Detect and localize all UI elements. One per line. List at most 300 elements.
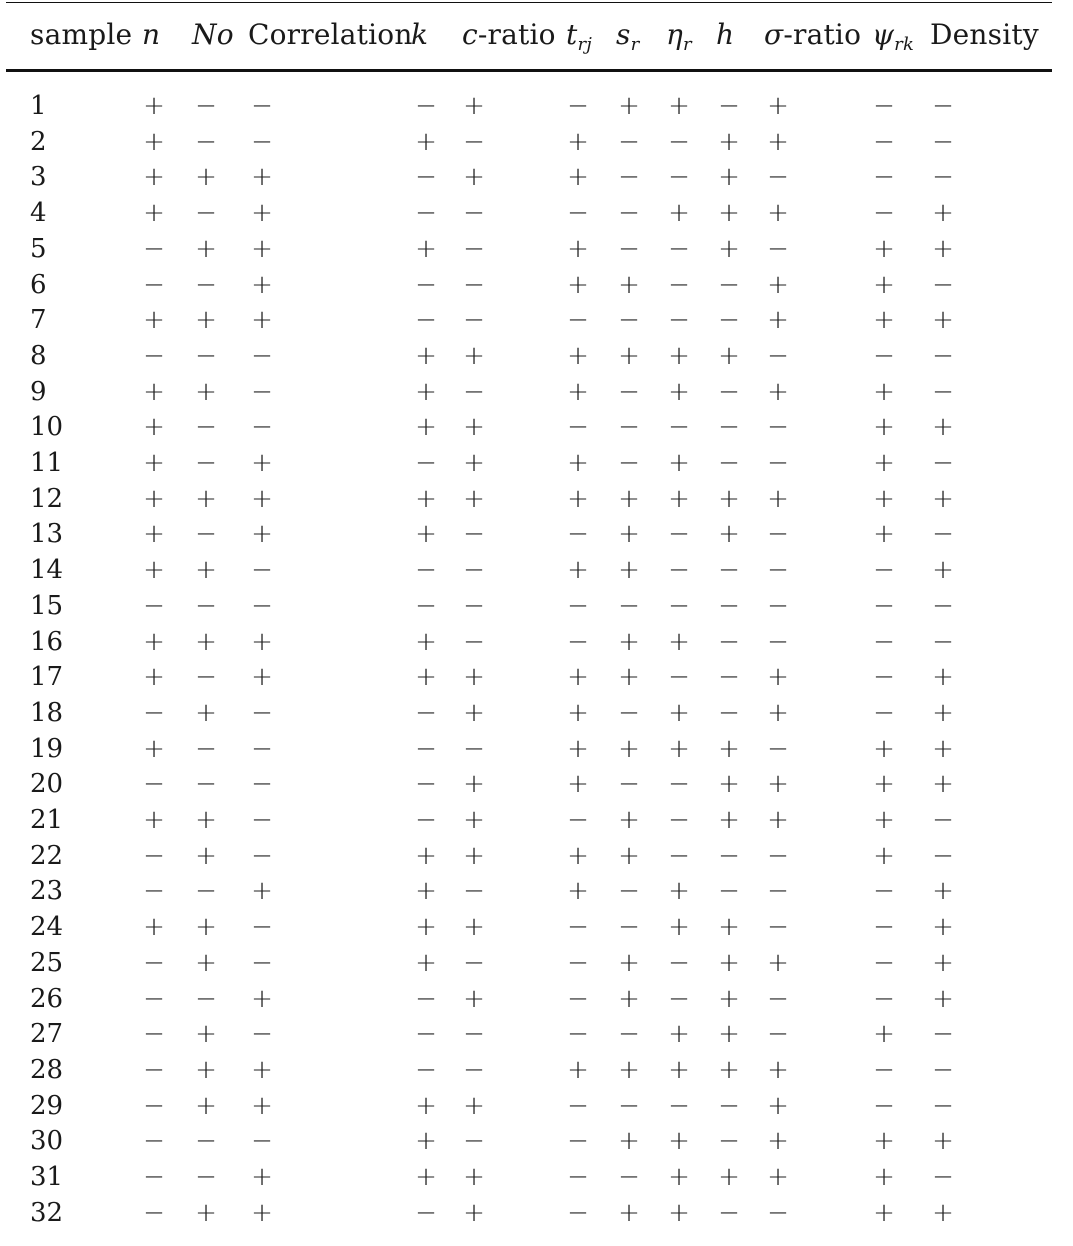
sign-cell: +: [668, 733, 690, 764]
sign-cell: +: [143, 198, 165, 229]
sign-cell: +: [567, 233, 589, 264]
column-header-subscript: rk: [894, 34, 915, 55]
sample-number-cell: 21: [30, 805, 64, 835]
sample-number-cell: 23: [30, 876, 64, 907]
sign-cell: +: [195, 840, 217, 871]
sign-cell: +: [767, 198, 789, 229]
sign-cell: +: [718, 733, 740, 764]
sign-cell: +: [195, 1197, 217, 1228]
sign-cell: −: [873, 198, 895, 229]
sign-cell: −: [415, 162, 437, 193]
sign-cell: −: [668, 840, 690, 871]
sign-cell: −: [567, 305, 589, 336]
sign-cell: +: [873, 519, 895, 550]
sign-cell: +: [415, 876, 437, 907]
sample-number-cell: 9: [30, 376, 47, 407]
sign-cell: −: [463, 269, 485, 300]
sign-cell: −: [463, 1054, 485, 1085]
sign-cell: −: [463, 1019, 485, 1050]
sign-cell: +: [251, 305, 273, 336]
sign-cell: −: [415, 733, 437, 764]
table-row: [0, 945, 1073, 981]
column-header-sample: [30, 18, 132, 52]
table-row: [0, 195, 1073, 231]
table-row: [0, 1195, 1073, 1231]
sign-cell: +: [618, 91, 640, 121]
sign-cell: −: [463, 233, 485, 264]
sign-cell: −: [463, 555, 485, 586]
sign-cell: +: [415, 912, 437, 943]
sample-number-cell: 25: [30, 947, 64, 978]
table-row: [0, 1123, 1073, 1159]
sign-cell: +: [415, 1090, 437, 1121]
sign-cell: +: [668, 912, 690, 943]
sign-cell: −: [195, 983, 217, 1014]
sign-cell: +: [618, 947, 640, 978]
sign-cell: −: [567, 1019, 589, 1050]
column-header-s-r: [616, 18, 639, 62]
sign-cell: +: [463, 1162, 485, 1192]
sign-cell: +: [668, 91, 690, 121]
sign-cell: +: [668, 1019, 690, 1050]
sign-cell: +: [668, 697, 690, 728]
table-row: [0, 659, 1073, 695]
column-header-symbol: s: [616, 18, 631, 51]
sign-cell: +: [567, 733, 589, 764]
sign-cell: +: [873, 1019, 895, 1050]
sign-cell: −: [767, 626, 789, 657]
sign-cell: −: [718, 876, 740, 907]
sign-cell: −: [767, 912, 789, 943]
sign-cell: −: [415, 269, 437, 300]
sample-number-cell: 6: [30, 269, 47, 300]
sign-cell: +: [143, 662, 165, 693]
sign-cell: +: [251, 1054, 273, 1085]
sample-number-cell: 8: [30, 340, 47, 371]
sample-number-cell: 1: [30, 91, 47, 121]
column-header-k: [411, 18, 428, 52]
sample-number-cell: 22: [30, 840, 64, 871]
sign-cell: −: [463, 198, 485, 229]
sign-cell: +: [143, 912, 165, 943]
sign-cell: +: [668, 448, 690, 478]
sign-cell: −: [195, 662, 217, 693]
sign-cell: −: [873, 590, 895, 621]
sign-cell: +: [618, 483, 640, 514]
table-row: [0, 981, 1073, 1017]
sign-cell: +: [143, 91, 165, 121]
sign-cell: +: [873, 805, 895, 835]
sign-cell: +: [195, 1090, 217, 1121]
sign-cell: +: [415, 340, 437, 371]
sign-cell: +: [767, 1054, 789, 1085]
table-row: [0, 1159, 1073, 1195]
column-header-no: [192, 18, 234, 52]
sign-cell: +: [143, 162, 165, 193]
sign-cell: −: [873, 1054, 895, 1085]
sign-cell: +: [767, 91, 789, 121]
sign-cell: −: [668, 162, 690, 193]
sign-cell: −: [932, 126, 954, 157]
sign-cell: −: [195, 448, 217, 478]
sign-cell: +: [718, 340, 740, 371]
sign-cell: +: [767, 305, 789, 336]
sign-cell: +: [567, 126, 589, 157]
sign-cell: +: [767, 1126, 789, 1157]
sign-cell: −: [415, 198, 437, 229]
sign-cell: +: [195, 805, 217, 835]
sign-cell: +: [718, 769, 740, 800]
sign-cell: −: [932, 519, 954, 550]
sign-cell: −: [873, 947, 895, 978]
sign-cell: −: [195, 198, 217, 229]
sign-cell: +: [873, 1162, 895, 1192]
column-header-correlation: [248, 18, 413, 52]
column-header-psi-rk: [872, 18, 914, 62]
sign-cell: +: [251, 269, 273, 300]
sign-cell: +: [618, 733, 640, 764]
table-header-rule: [6, 69, 1052, 72]
sign-cell: +: [567, 769, 589, 800]
sign-cell: −: [415, 983, 437, 1014]
sign-cell: −: [618, 1019, 640, 1050]
sign-cell: +: [463, 91, 485, 121]
table-row: [0, 1052, 1073, 1088]
sign-cell: +: [143, 555, 165, 586]
sign-cell: +: [932, 233, 954, 264]
sign-cell: +: [567, 162, 589, 193]
sign-cell: +: [873, 483, 895, 514]
sign-cell: −: [251, 697, 273, 728]
sign-cell: −: [932, 805, 954, 835]
table-header: [0, 0, 1073, 69]
sign-cell: −: [767, 519, 789, 550]
column-header-symbol: No: [192, 18, 234, 51]
sign-cell: +: [668, 340, 690, 371]
sample-number-cell: 27: [30, 1019, 64, 1050]
sign-cell: +: [567, 483, 589, 514]
sign-cell: −: [932, 1162, 954, 1192]
sign-cell: −: [415, 1054, 437, 1085]
sign-cell: −: [143, 269, 165, 300]
table-row: [0, 338, 1073, 374]
sign-cell: +: [767, 126, 789, 157]
sign-cell: −: [932, 91, 954, 121]
sign-cell: +: [143, 448, 165, 478]
sign-cell: −: [873, 662, 895, 693]
sign-cell: +: [463, 1197, 485, 1228]
sign-cell: −: [618, 305, 640, 336]
sign-cell: +: [251, 448, 273, 478]
sign-cell: −: [932, 840, 954, 871]
column-header-subscript: r: [630, 34, 640, 55]
sign-cell: +: [718, 233, 740, 264]
sign-cell: −: [567, 983, 589, 1014]
sample-number-cell: 15: [30, 590, 64, 621]
sign-cell: −: [668, 1090, 690, 1121]
sign-cell: +: [415, 483, 437, 514]
table-row: [0, 802, 1073, 838]
sign-cell: −: [251, 769, 273, 800]
sign-cell: +: [463, 840, 485, 871]
sign-cell: +: [463, 805, 485, 835]
sign-cell: −: [251, 1126, 273, 1157]
column-header-symbol: c: [462, 18, 478, 51]
sign-cell: −: [873, 697, 895, 728]
sign-cell: −: [195, 1162, 217, 1192]
sign-cell: +: [932, 555, 954, 586]
sign-cell: +: [195, 376, 217, 407]
sign-cell: −: [718, 448, 740, 478]
sign-cell: +: [415, 840, 437, 871]
sign-cell: −: [618, 376, 640, 407]
sign-cell: −: [668, 662, 690, 693]
sign-cell: +: [143, 376, 165, 407]
sign-cell: −: [415, 448, 437, 478]
sign-cell: −: [618, 876, 640, 907]
sign-cell: −: [567, 198, 589, 229]
column-header-symbol: sample: [30, 18, 133, 51]
sign-cell: −: [668, 519, 690, 550]
sign-cell: −: [767, 590, 789, 621]
sign-cell: −: [767, 983, 789, 1014]
sign-cell: +: [873, 233, 895, 264]
sign-cell: +: [718, 983, 740, 1014]
table-row: [0, 267, 1073, 303]
column-header-subscript: rj: [577, 34, 593, 55]
sign-cell: −: [251, 126, 273, 157]
sign-cell: +: [618, 555, 640, 586]
sign-cell: +: [718, 198, 740, 229]
sign-cell: −: [251, 412, 273, 443]
sign-cell: −: [618, 1162, 640, 1192]
sign-cell: +: [415, 233, 437, 264]
sign-cell: −: [668, 233, 690, 264]
sign-cell: −: [718, 91, 740, 121]
sign-cell: +: [463, 340, 485, 371]
sample-number-cell: 2: [30, 126, 47, 157]
sign-cell: −: [767, 448, 789, 478]
sign-cell: −: [251, 340, 273, 371]
sign-cell: +: [932, 733, 954, 764]
sign-cell: −: [618, 912, 640, 943]
sign-cell: +: [668, 876, 690, 907]
sign-cell: +: [463, 769, 485, 800]
sign-cell: +: [463, 448, 485, 478]
sample-number-cell: 29: [30, 1090, 64, 1121]
sign-cell: +: [251, 983, 273, 1014]
sign-cell: −: [618, 412, 640, 443]
sign-cell: +: [195, 697, 217, 728]
sign-cell: −: [718, 412, 740, 443]
sign-cell: +: [143, 483, 165, 514]
sign-cell: −: [143, 697, 165, 728]
sign-cell: −: [463, 626, 485, 657]
sign-cell: +: [415, 412, 437, 443]
column-header-eta-r: [666, 18, 692, 62]
sample-number-cell: 13: [30, 519, 64, 550]
sign-cell: −: [718, 662, 740, 693]
sign-cell: +: [463, 483, 485, 514]
sign-cell: −: [143, 1126, 165, 1157]
sign-cell: −: [195, 126, 217, 157]
sign-cell: −: [668, 769, 690, 800]
sign-cell: +: [415, 1162, 437, 1192]
sign-cell: +: [143, 626, 165, 657]
sign-cell: +: [143, 805, 165, 835]
sign-cell: +: [251, 519, 273, 550]
sign-cell: −: [932, 1054, 954, 1085]
sign-cell: +: [251, 198, 273, 229]
sign-cell: −: [195, 519, 217, 550]
sign-cell: −: [567, 626, 589, 657]
sign-cell: −: [618, 590, 640, 621]
sign-cell: +: [415, 519, 437, 550]
column-header-symbol: ψ: [872, 18, 895, 51]
sign-cell: −: [567, 590, 589, 621]
column-header-symbol: Density: [930, 18, 1039, 51]
sign-cell: +: [718, 1162, 740, 1192]
sign-cell: −: [873, 91, 895, 121]
sign-cell: +: [873, 769, 895, 800]
table-row: [0, 231, 1073, 267]
sign-cell: +: [767, 1162, 789, 1192]
sign-cell: +: [718, 805, 740, 835]
sign-cell: +: [567, 340, 589, 371]
sign-cell: −: [618, 769, 640, 800]
sign-cell: −: [567, 91, 589, 121]
sign-cell: −: [718, 555, 740, 586]
sign-cell: −: [718, 269, 740, 300]
sign-cell: −: [415, 590, 437, 621]
sample-number-cell: 30: [30, 1126, 64, 1157]
sign-cell: −: [718, 590, 740, 621]
sign-cell: −: [143, 947, 165, 978]
sign-cell: −: [143, 1019, 165, 1050]
sign-cell: −: [143, 769, 165, 800]
sign-cell: +: [567, 448, 589, 478]
sign-cell: −: [567, 805, 589, 835]
sign-cell: +: [567, 662, 589, 693]
sign-cell: −: [463, 876, 485, 907]
table-row: [0, 695, 1073, 731]
table-row: [0, 516, 1073, 552]
sign-cell: +: [767, 805, 789, 835]
sign-cell: −: [251, 555, 273, 586]
sign-cell: +: [932, 305, 954, 336]
sign-cell: +: [873, 448, 895, 478]
sign-cell: −: [767, 340, 789, 371]
sign-cell: +: [567, 269, 589, 300]
sign-cell: +: [618, 340, 640, 371]
sign-cell: −: [143, 1162, 165, 1192]
sample-number-cell: 24: [30, 912, 64, 943]
sign-cell: −: [195, 590, 217, 621]
sign-cell: −: [195, 340, 217, 371]
sign-cell: −: [567, 1197, 589, 1228]
sign-cell: +: [618, 805, 640, 835]
sign-cell: −: [463, 590, 485, 621]
sign-cell: +: [668, 1054, 690, 1085]
column-header-symbol: t: [566, 18, 578, 51]
sign-cell: +: [567, 555, 589, 586]
sign-cell: −: [415, 769, 437, 800]
sign-cell: +: [567, 376, 589, 407]
sign-cell: −: [767, 1019, 789, 1050]
sign-cell: +: [932, 983, 954, 1014]
sample-number-cell: 4: [30, 198, 47, 229]
sign-cell: −: [718, 1090, 740, 1121]
table-row: [0, 838, 1073, 874]
sign-cell: +: [567, 876, 589, 907]
sign-cell: +: [668, 1197, 690, 1228]
table-row: [0, 731, 1073, 767]
sign-cell: −: [767, 876, 789, 907]
sign-cell: −: [668, 590, 690, 621]
table-row: [0, 1088, 1073, 1124]
column-header-subscript: r: [682, 34, 692, 55]
table-row: [0, 374, 1073, 410]
sample-number-cell: 17: [30, 662, 64, 693]
table-row: [0, 873, 1073, 909]
sign-cell: −: [143, 590, 165, 621]
sign-cell: +: [567, 840, 589, 871]
table-row: [0, 481, 1073, 517]
sign-cell: −: [873, 126, 895, 157]
sign-cell: +: [463, 697, 485, 728]
sign-cell: −: [718, 1197, 740, 1228]
sign-cell: −: [668, 947, 690, 978]
table-row: [0, 1016, 1073, 1052]
sign-cell: −: [873, 912, 895, 943]
sign-cell: −: [767, 233, 789, 264]
sign-cell: −: [195, 91, 217, 121]
sign-cell: +: [195, 233, 217, 264]
sign-cell: −: [932, 1090, 954, 1121]
sign-cell: +: [251, 876, 273, 907]
sign-cell: −: [567, 912, 589, 943]
sign-cell: −: [143, 340, 165, 371]
sign-cell: −: [415, 1197, 437, 1228]
sign-cell: +: [668, 483, 690, 514]
sign-cell: −: [932, 1019, 954, 1050]
sign-cell: +: [767, 376, 789, 407]
sign-cell: +: [873, 376, 895, 407]
sign-cell: +: [143, 305, 165, 336]
sign-cell: −: [618, 697, 640, 728]
sign-cell: −: [932, 269, 954, 300]
column-header-suffix: -ratio: [477, 18, 556, 51]
sign-cell: +: [251, 483, 273, 514]
sign-cell: +: [668, 1162, 690, 1192]
sign-cell: +: [463, 162, 485, 193]
sign-cell: +: [718, 162, 740, 193]
sign-cell: +: [932, 1197, 954, 1228]
sign-cell: −: [415, 805, 437, 835]
sign-cell: −: [718, 376, 740, 407]
column-header-density: [930, 18, 1039, 52]
sign-cell: −: [567, 1162, 589, 1192]
sign-cell: +: [195, 1019, 217, 1050]
sign-cell: +: [143, 412, 165, 443]
sign-cell: −: [567, 1090, 589, 1121]
sign-cell: +: [668, 198, 690, 229]
sign-cell: −: [143, 1054, 165, 1085]
table-row: [0, 124, 1073, 160]
sign-cell: +: [567, 1054, 589, 1085]
column-header-symbol: h: [716, 18, 735, 51]
sample-number-cell: 12: [30, 483, 64, 514]
